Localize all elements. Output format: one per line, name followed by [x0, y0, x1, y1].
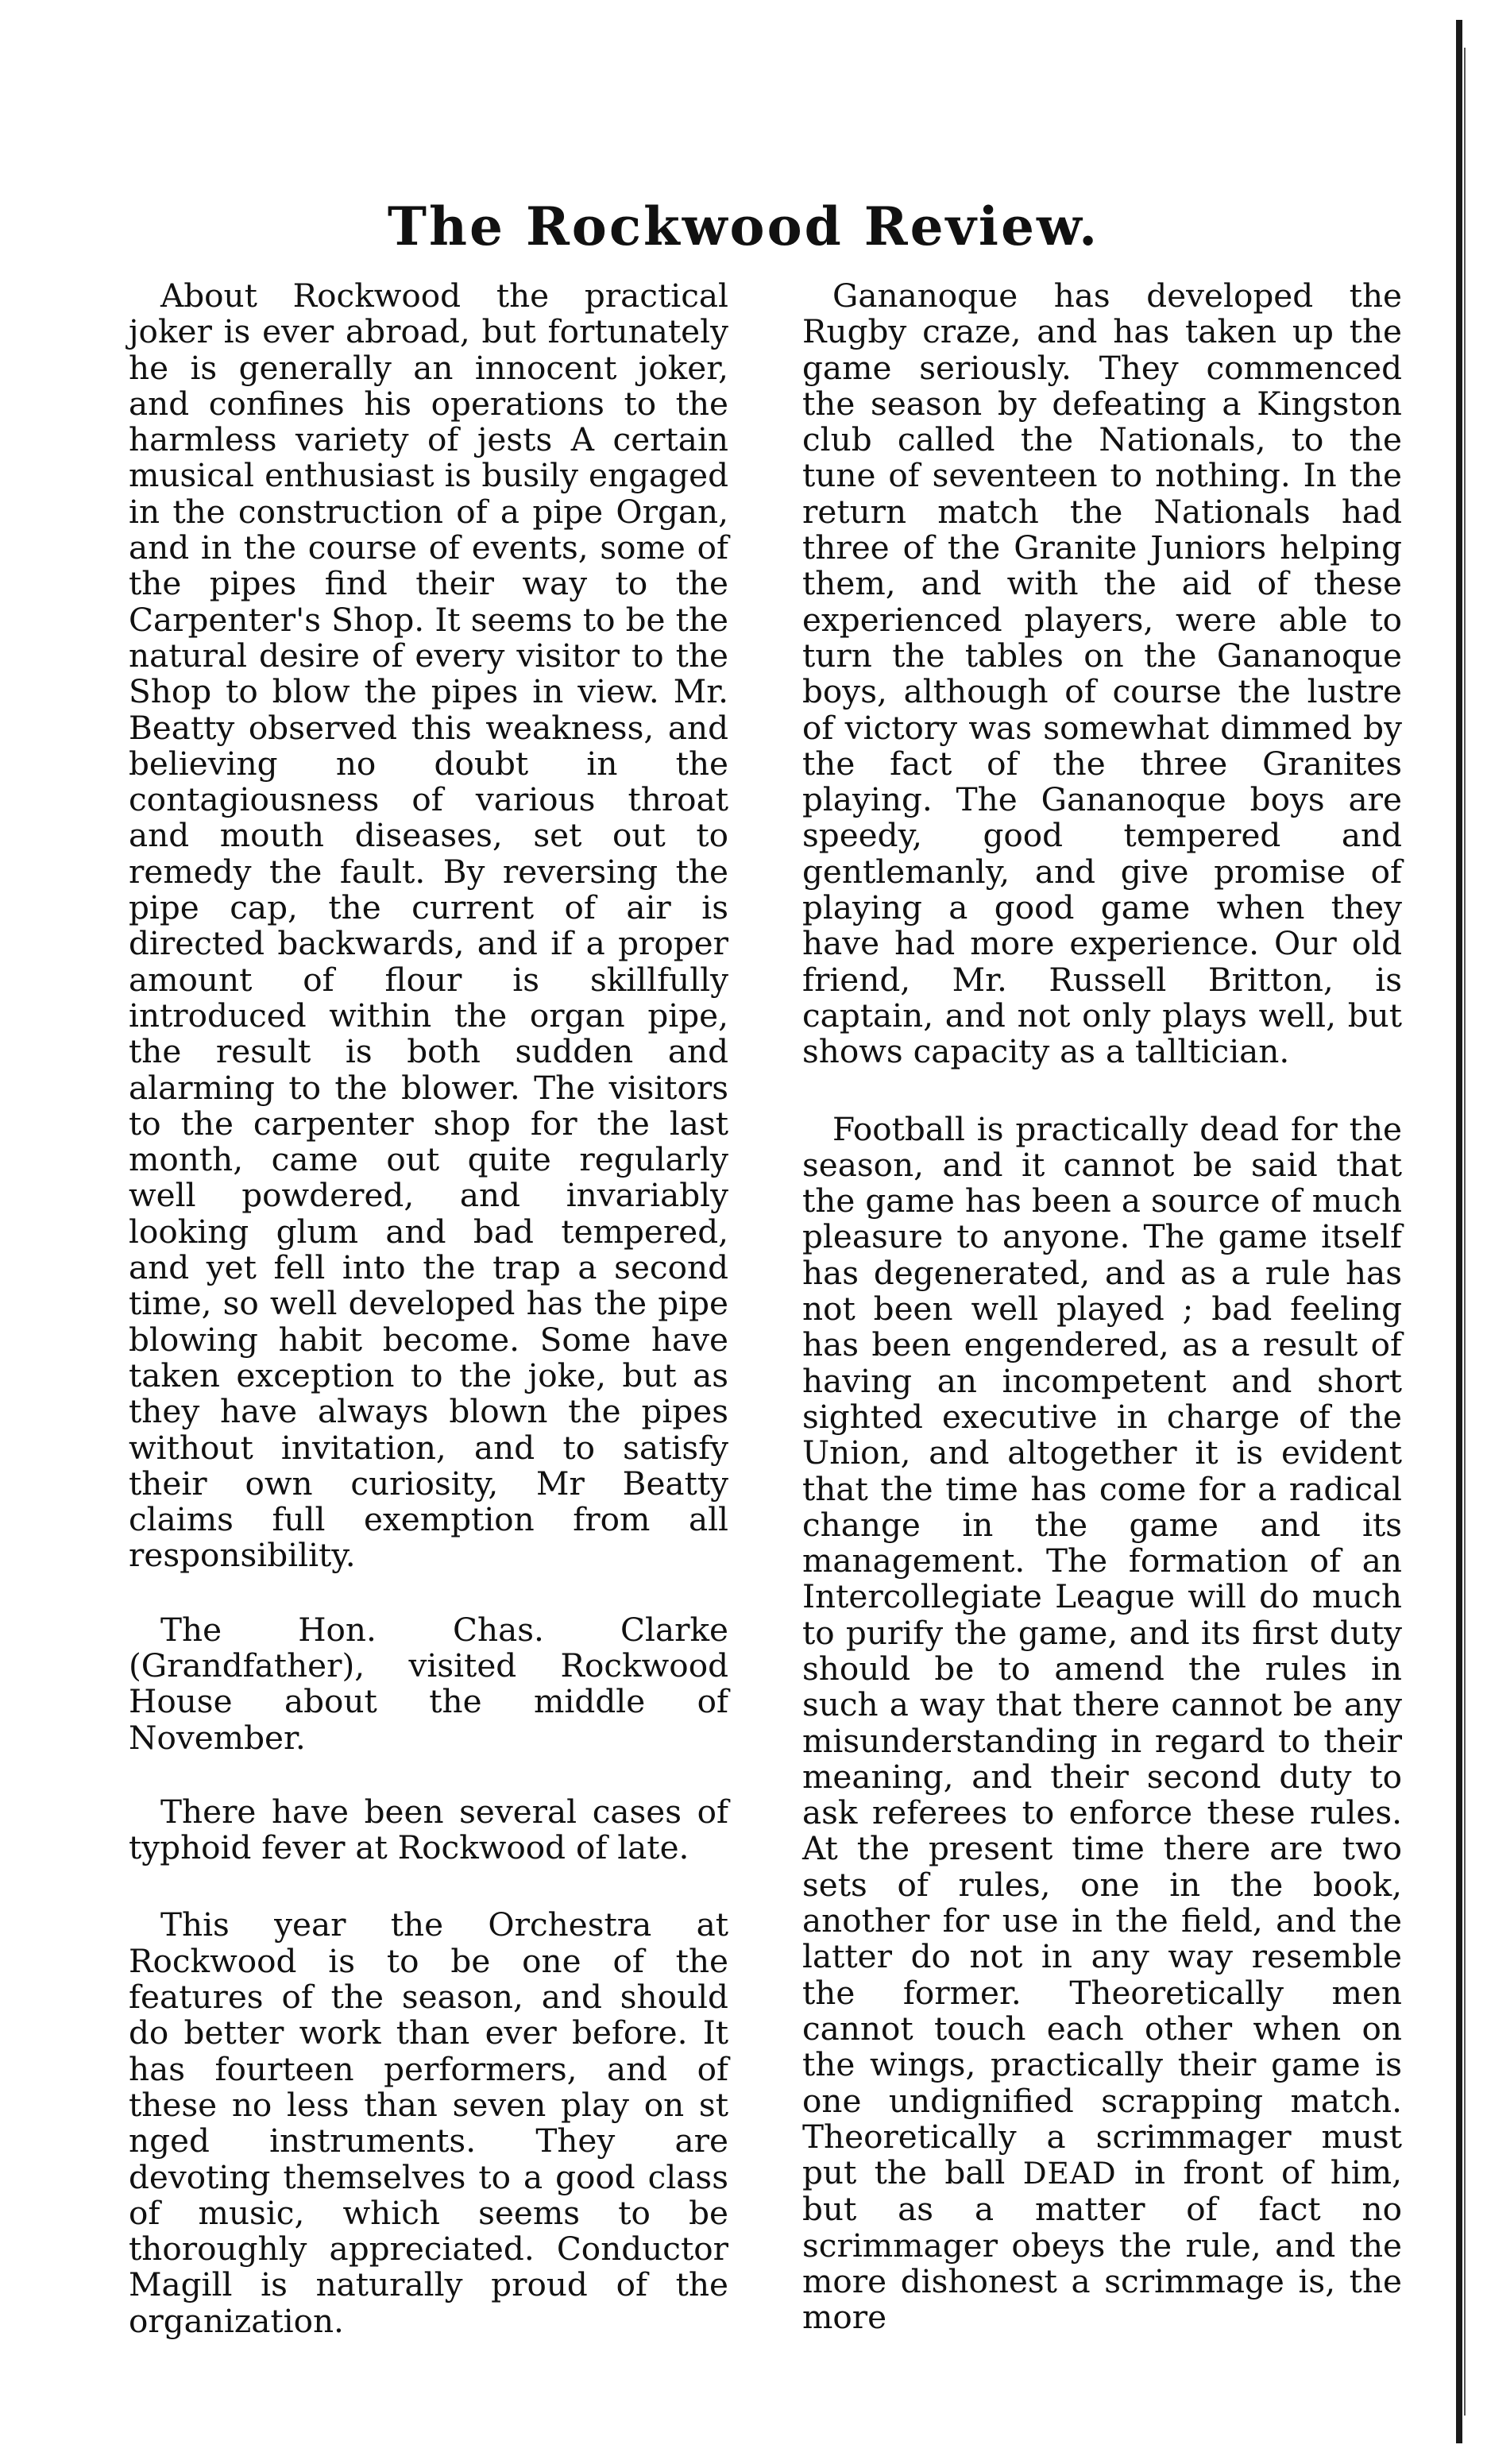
football-text-a: Football is practically dead for the season, and it cannot be said that the game has been a source of much pleasure to anyone. The game itself has degenerated, and as a rule has not been well played ; bad feeling has been engendered, as a result of having an incompetent and short sighted executive in charge of the Union, and altogether it is evident that the time has come for a radical change in the game and its management. The formation of an Intercollegiate League will do much to purify the game, and its first duty should be to amend the rules in such a way that there cannot be any misunderstanding in regard to their meaning, and their second duty to ask referees to enforce these rules. At the present time there are two sets of rules, one in the book, another for use in the field, and the latter do not in any way resemble the former. Theoretically men cannot touch each other when on the wings, practically their game is one undignified scrapping match. Theoretically a scrimmager must put the ball	[802, 1109, 1402, 2192]
left-column	[129, 278, 728, 2339]
page-title: The Rockwood Review.	[387, 195, 1100, 257]
article-orchestra: This year the Orchestra at Rockwood is to be one of the features of the season, and should do better work than ever before. It has fourteen performers, and of these no less than seven play on st nged instruments. They are devoting themselves to a good class of music, which seems to be thoroughly appreciated. Conductor Magill is naturally proud of the organization.	[129, 1905, 728, 2340]
football-dead-smallcaps: DEAD	[1022, 2156, 1117, 2191]
article-gananoque-rugby: Gananoque has developed the Rugby craze, and has taken up the game seriously. They commenced the season by defeating a Kingston club called the Nationals, to the tune of seventeen to nothing. In the return match the Nationals had three of the Granite Juniors helping them, and with the aid of these experienced players, were able to turn the tables on the Gananoque boys, although of course the lustre of victory was somewhat dimmed by the fact of the three Granites playing. The Gananoque boys are speedy, good tempered and gentlemanly, and give promise of playing a good game when they have had more experience. Our old friend, Mr. Russell Britton, is captain, and not only plays well, but shows capacity as a talltician.	[802, 277, 1402, 1071]
page-edge-shadow	[1464, 48, 1466, 2416]
article-practical-joker: About Rockwood the practical joker is ever abroad, but fortunately he is generally an innocent joker, and confines his operations to the harmless variety of jests A certain musical enthusiast is busily engaged in the construction of a pipe Organ, and in the course of events, some of the pipes find their way to the Carpenter's Shop. It seems to be the natural desire of every visitor to the Shop to blow the pipes in view. Mr. Beatty observed this weakness, and believing no doubt in the contagiousness of various throat and mouth diseases, set out to remedy the fault. By reversing the pipe cap, the current of air is directed backwards, and if a proper amount of flour is skillfully introduced within the organ pipe, the result is both sudden and alarming to the blower. The visitors to the carpenter shop for the last month, came out quite regularly well powdered, and invariably looking glum and bad tempered, and yet fell into the trap a second time, so well developed has the pipe blowing habit become. Some have taken exception to the joke, but as they have always blown the pipes without invitation, and to satisfy their own curiosity, Mr Beatty claims full exemption from all responsibility.	[129, 277, 728, 1575]
article-football	[802, 1109, 1403, 2337]
right-column	[802, 278, 1402, 2336]
article-hon-clarke-visit: The Hon. Chas. Clarke (Grandfather), visited Rockwood House about the middle of November.	[129, 1610, 728, 1757]
page-edge-rule	[1456, 20, 1462, 2443]
article-typhoid: There have been several cases of typhoid fever at Rockwood of late.	[129, 1792, 728, 1867]
football-text-b: in front of him, but as a matter of fact no scrimmager obeys the rule, and the more dishonest a scrimmage is, the more	[802, 2153, 1403, 2337]
